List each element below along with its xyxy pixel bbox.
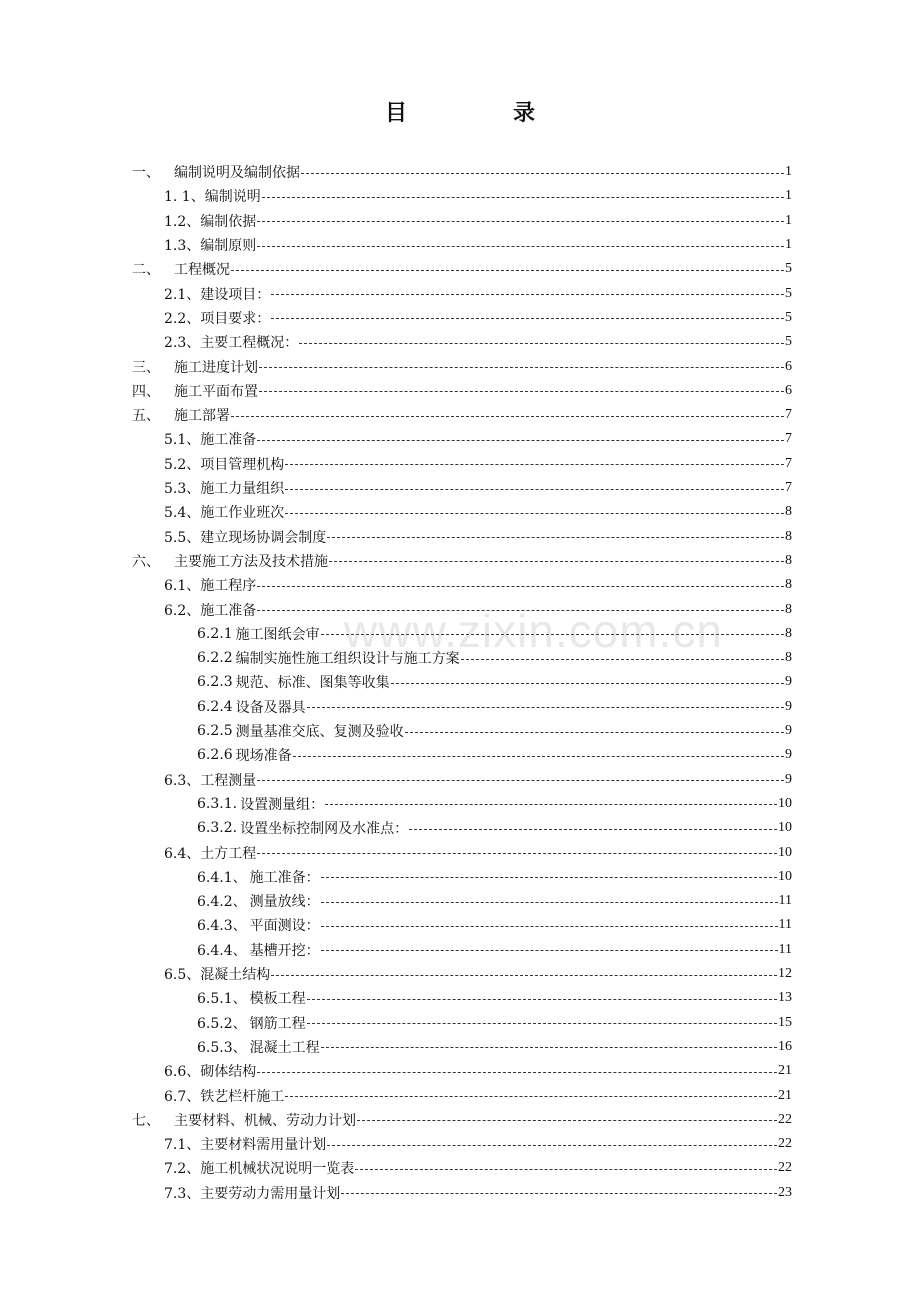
toc-dot-leader [321,877,777,878]
toc-page-number: 9 [785,723,792,739]
toc-entry-label: 施工准备 [200,602,257,619]
toc-entry-label: 设备及器具 [235,699,306,716]
toc-entry[interactable] [197,889,792,913]
toc-entry-label: 基槽开挖： [249,942,320,959]
toc-entry-label: 设置坐标控制网及水准点： [240,821,409,838]
toc-entry[interactable] [132,549,792,573]
toc-entry[interactable] [164,209,792,233]
toc-dot-leader [357,1120,777,1121]
toc-entry[interactable] [132,160,792,184]
toc-entry-label: 编制说明及编制依据 [174,165,300,182]
toc-dot-leader [285,489,784,490]
toc-entry[interactable] [132,354,792,378]
toc-entry[interactable] [164,452,792,476]
toc-entry-number: 二、 [132,262,160,279]
toc-entry-label: 设置测量组： [240,796,325,813]
toc-entry-number: 6.4.4、 [197,942,247,959]
toc-dot-leader [259,367,784,368]
toc-entry-label: 施工进度计划 [174,359,258,376]
toc-entry-label: 现场准备 [235,748,292,765]
toc-entry-label: 砌体结构 [200,1064,257,1081]
toc-dot-leader [321,950,778,951]
toc-entry-label: 编制依据 [200,213,257,230]
toc-page-number: 5 [785,261,792,277]
toc-entry[interactable] [197,695,792,719]
toc-page-number: 9 [785,674,792,690]
toc-entry-number: 6.5.3、 [197,1039,247,1056]
toc-entry-number: 六、 [132,553,160,570]
toc-entry-label: 平面测设： [249,918,320,935]
toc-entry[interactable] [164,840,792,864]
toc-entry-number: 6.4.2、 [197,894,247,911]
toc-entry[interactable] [164,476,792,500]
watermark: www.zixin.com.cn [344,605,723,657]
toc-dot-leader [391,683,784,684]
toc-dot-leader [285,513,784,514]
toc-dot-leader [285,464,784,465]
toc-entry[interactable] [164,1059,792,1083]
toc-entry-number: 7.2、 [164,1161,201,1178]
toc-entry[interactable] [164,597,792,621]
toc-entry-label: 测量放线： [249,894,320,911]
toc-entry-number: 6.3.1. [197,795,238,812]
toc-dot-leader [231,270,784,271]
toc-entry-label: 主要材料、机械、劳动力计划 [174,1112,356,1129]
toc-entry[interactable] [164,768,792,792]
toc-entry-label: 项目管理机构 [200,456,285,473]
toc-entry[interactable] [197,792,792,816]
toc-page-number: 5 [785,285,792,301]
toc-entry-label: 建立现场协调会制度 [200,529,327,546]
toc-entry[interactable] [197,719,792,743]
toc-page-number: 9 [785,771,792,787]
toc-entry-number: 5.2、 [164,456,201,473]
toc-entry[interactable] [197,1011,792,1035]
toc-dot-leader [307,999,777,1000]
toc-page-number: 22 [778,1136,792,1152]
toc-entry-number: 5.4、 [164,505,201,522]
toc-entry-label: 施工程序 [200,578,257,595]
toc-page-number: 10 [778,868,792,884]
toc-entry-number: 6.2.4 [197,698,233,715]
toc-entry-number: 四、 [132,383,160,400]
toc-entry[interactable] [197,913,792,937]
toc-entry-label: 项目要求： [200,310,271,327]
toc-page-number: 1 [785,237,792,253]
toc-entry-number: 6.4、 [164,845,201,862]
toc-entry-number: 2.3、 [164,335,201,352]
toc-dot-leader [285,1096,777,1097]
toc-page-number: 8 [785,625,792,641]
toc-dot-leader [409,829,777,830]
toc-page-number: 7 [785,480,792,496]
toc-page-number: 9 [785,747,792,763]
toc-entry-number: 6.2.5 [197,723,233,740]
toc-entry-label: 施工部署 [174,408,230,425]
toc-entry-label: 施工准备 [200,432,257,449]
toc-entry-number: 6.6、 [164,1064,201,1081]
toc-dot-leader [257,246,784,247]
toc-entry-number: 1.2、 [164,213,201,230]
toc-entry-label: 主要材料需用量计划 [200,1137,327,1154]
toc-entry-label: 施工准备： [249,869,320,886]
toc-entry-label: 钢筋工程 [249,1015,306,1032]
toc-page-number: 7 [785,431,792,447]
toc-entry[interactable] [197,670,792,694]
toc-entry-label: 施工作业班次 [200,505,285,522]
toc-entry[interactable] [164,427,792,451]
toc-page-number: 11 [778,893,792,909]
toc-entry-label: 工程测量 [200,772,257,789]
toc-page-number: 22 [778,1111,792,1127]
toc-dot-leader [355,1169,777,1170]
toc-page-number: 8 [785,650,792,666]
toc-entry-number: 三、 [132,359,160,376]
toc-dot-leader [257,853,777,854]
toc-entry[interactable] [164,962,792,986]
toc-entry-label: 编制原则 [200,238,257,255]
toc-entry-number: 6.5.1、 [197,991,247,1008]
toc-entry-label: 测量基准交底、复测及验收 [235,724,404,741]
toc-entry-label: 混凝土工程 [249,1039,320,1056]
toc-dot-leader [257,610,784,611]
toc-dot-leader [271,294,784,295]
toc-entry-label: 铁艺栏杆施工 [200,1088,285,1105]
toc-dot-leader [341,1193,777,1194]
toc-entry[interactable] [132,403,792,427]
toc-page-number: 8 [785,577,792,593]
toc-entry[interactable] [164,500,792,524]
toc-entry-number: 6.2.2 [197,650,233,667]
toc-page-number: 10 [778,844,792,860]
toc-entry-label: 施工力量组织 [200,481,285,498]
toc-entry[interactable] [164,1083,792,1107]
toc-dot-leader [262,197,784,198]
toc-page-number: 10 [778,795,792,811]
toc-entry-number: 6.2、 [164,602,201,619]
toc-entry-number: 6.4.3、 [197,918,247,935]
toc-dot-leader [271,318,784,319]
toc-entry-number: 6.5、 [164,967,201,984]
toc-dot-leader [299,343,784,344]
toc-page-number: 22 [778,1160,792,1176]
toc-entry-number: 1.3、 [164,238,201,255]
toc-entry-label: 混凝土结构 [200,967,271,984]
toc-entry-number: 6.3、 [164,772,201,789]
page-title: 目 录 [384,100,577,126]
toc-entry-number: 6.2.3 [197,674,233,691]
toc-entry-label: 主要工程概况： [200,335,299,352]
toc-dot-leader [257,440,784,441]
toc-dot-leader [325,804,777,805]
toc-entry[interactable] [132,379,792,403]
toc-entry-number: 6.3.2. [197,820,238,837]
toc-entry[interactable] [197,865,792,889]
toc-entry[interactable] [197,646,792,670]
toc-entry-label: 规范、标准、图集等收集 [235,675,390,692]
toc-entry-number: 6.5.2、 [197,1015,247,1032]
toc-entry-number: 6.7、 [164,1088,201,1105]
toc-dot-leader [321,634,784,635]
toc-page-number: 21 [778,1063,792,1079]
toc-dot-leader [293,756,784,757]
toc-page-number: 13 [778,990,792,1006]
toc-entry-number: 7.1、 [164,1137,201,1154]
toc-page-number: 8 [785,528,792,544]
toc-entry-label: 模板工程 [249,991,306,1008]
toc-dot-leader [257,1072,777,1073]
toc-entry-number: 2.2、 [164,310,201,327]
toc-entry-number: 1. 1、 [164,189,205,206]
toc-page-number: 11 [778,941,792,957]
toc-entry-number: 2.1、 [164,286,201,303]
toc-entry[interactable] [164,1181,792,1205]
toc-dot-leader [231,416,784,417]
toc-dot-leader [307,1023,777,1024]
toc-entry[interactable] [197,816,792,840]
toc-page-number: 8 [785,601,792,617]
toc-dot-leader [257,586,784,587]
toc-page-number: 7 [785,407,792,423]
toc-dot-leader [307,707,784,708]
toc-entry-number: 五、 [132,408,160,425]
toc-page-number: 21 [778,1087,792,1103]
toc-dot-leader [405,732,784,733]
toc-entry[interactable] [132,1108,792,1132]
toc-entry-number: 七、 [132,1112,160,1129]
toc-entry-label: 土方工程 [200,845,257,862]
toc-entry[interactable] [164,1132,792,1156]
toc-dot-leader [271,975,777,976]
toc-page-number: 23 [778,1184,792,1200]
toc-entry-number: 5.1、 [164,432,201,449]
toc-entry-number: 5.5、 [164,529,201,546]
toc-entry-label: 施工图纸会审 [235,626,320,643]
toc-page-number: 1 [785,164,792,180]
toc-dot-leader [259,391,784,392]
toc-entry-number: 一、 [132,165,160,182]
toc-entry-label: 施工机械状况说明一览表 [200,1161,355,1178]
toc-dot-leader [301,173,784,174]
toc-page-number: 15 [778,1014,792,1030]
toc-entry[interactable] [164,330,792,354]
toc-page-number: 9 [785,698,792,714]
toc-dot-leader [257,221,784,222]
toc-entry[interactable] [164,233,792,257]
toc-entry[interactable] [164,525,792,549]
toc-entry[interactable] [197,938,792,962]
toc-entry-number: 6.2.1 [197,625,233,642]
toc-entry-number: 6.2.6 [197,747,233,764]
toc-entry-number: 5.3、 [164,481,201,498]
toc-dot-leader [329,561,784,562]
toc-entry[interactable] [164,282,792,306]
toc-dot-leader [327,1145,777,1146]
toc-page-number: 8 [785,504,792,520]
toc-entry-number: 6.1、 [164,578,201,595]
toc-page-number: 1 [785,188,792,204]
toc-entry-label: 主要劳动力需用量计划 [200,1185,341,1202]
toc-entry[interactable] [164,573,792,597]
toc-page-number: 16 [778,1038,792,1054]
toc-entry[interactable] [197,743,792,767]
toc-entry[interactable] [197,986,792,1010]
toc-entry-label: 编制实施性施工组织设计与施工方案 [235,651,460,668]
toc-dot-leader [257,780,784,781]
toc-page-number: 6 [785,382,792,398]
toc-dot-leader [321,902,778,903]
toc-page-number: 6 [785,358,792,374]
toc-page-number: 8 [785,552,792,568]
toc-page-number: 12 [778,966,792,982]
toc-dot-leader [327,537,784,538]
toc-entry-label: 建设项目： [200,286,271,303]
toc-page-number: 11 [778,917,792,933]
toc-entry-label: 施工平面布置 [174,383,258,400]
toc-entry[interactable] [164,184,792,208]
toc-entry-label: 工程概况 [174,262,230,279]
toc-entry-number: 6.4.1、 [197,869,247,886]
toc-entry-label: 编制说明 [204,189,261,206]
toc-dot-leader [321,1047,777,1048]
toc-dot-leader [321,926,778,927]
toc-entry[interactable] [164,306,792,330]
toc-page-number: 7 [785,455,792,471]
toc-entry[interactable] [197,622,792,646]
toc-entry-label: 主要施工方法及技术措施 [174,553,328,570]
toc-dot-leader [461,659,784,660]
toc-page-number: 10 [778,820,792,836]
toc-page-number: 5 [785,334,792,350]
toc-entry[interactable] [164,1156,792,1180]
toc-entry[interactable] [132,257,792,281]
toc-entry-number: 7.3、 [164,1185,201,1202]
toc-page-number: 5 [785,309,792,325]
toc-entry[interactable] [197,1035,792,1059]
toc-page-number: 1 [785,212,792,228]
